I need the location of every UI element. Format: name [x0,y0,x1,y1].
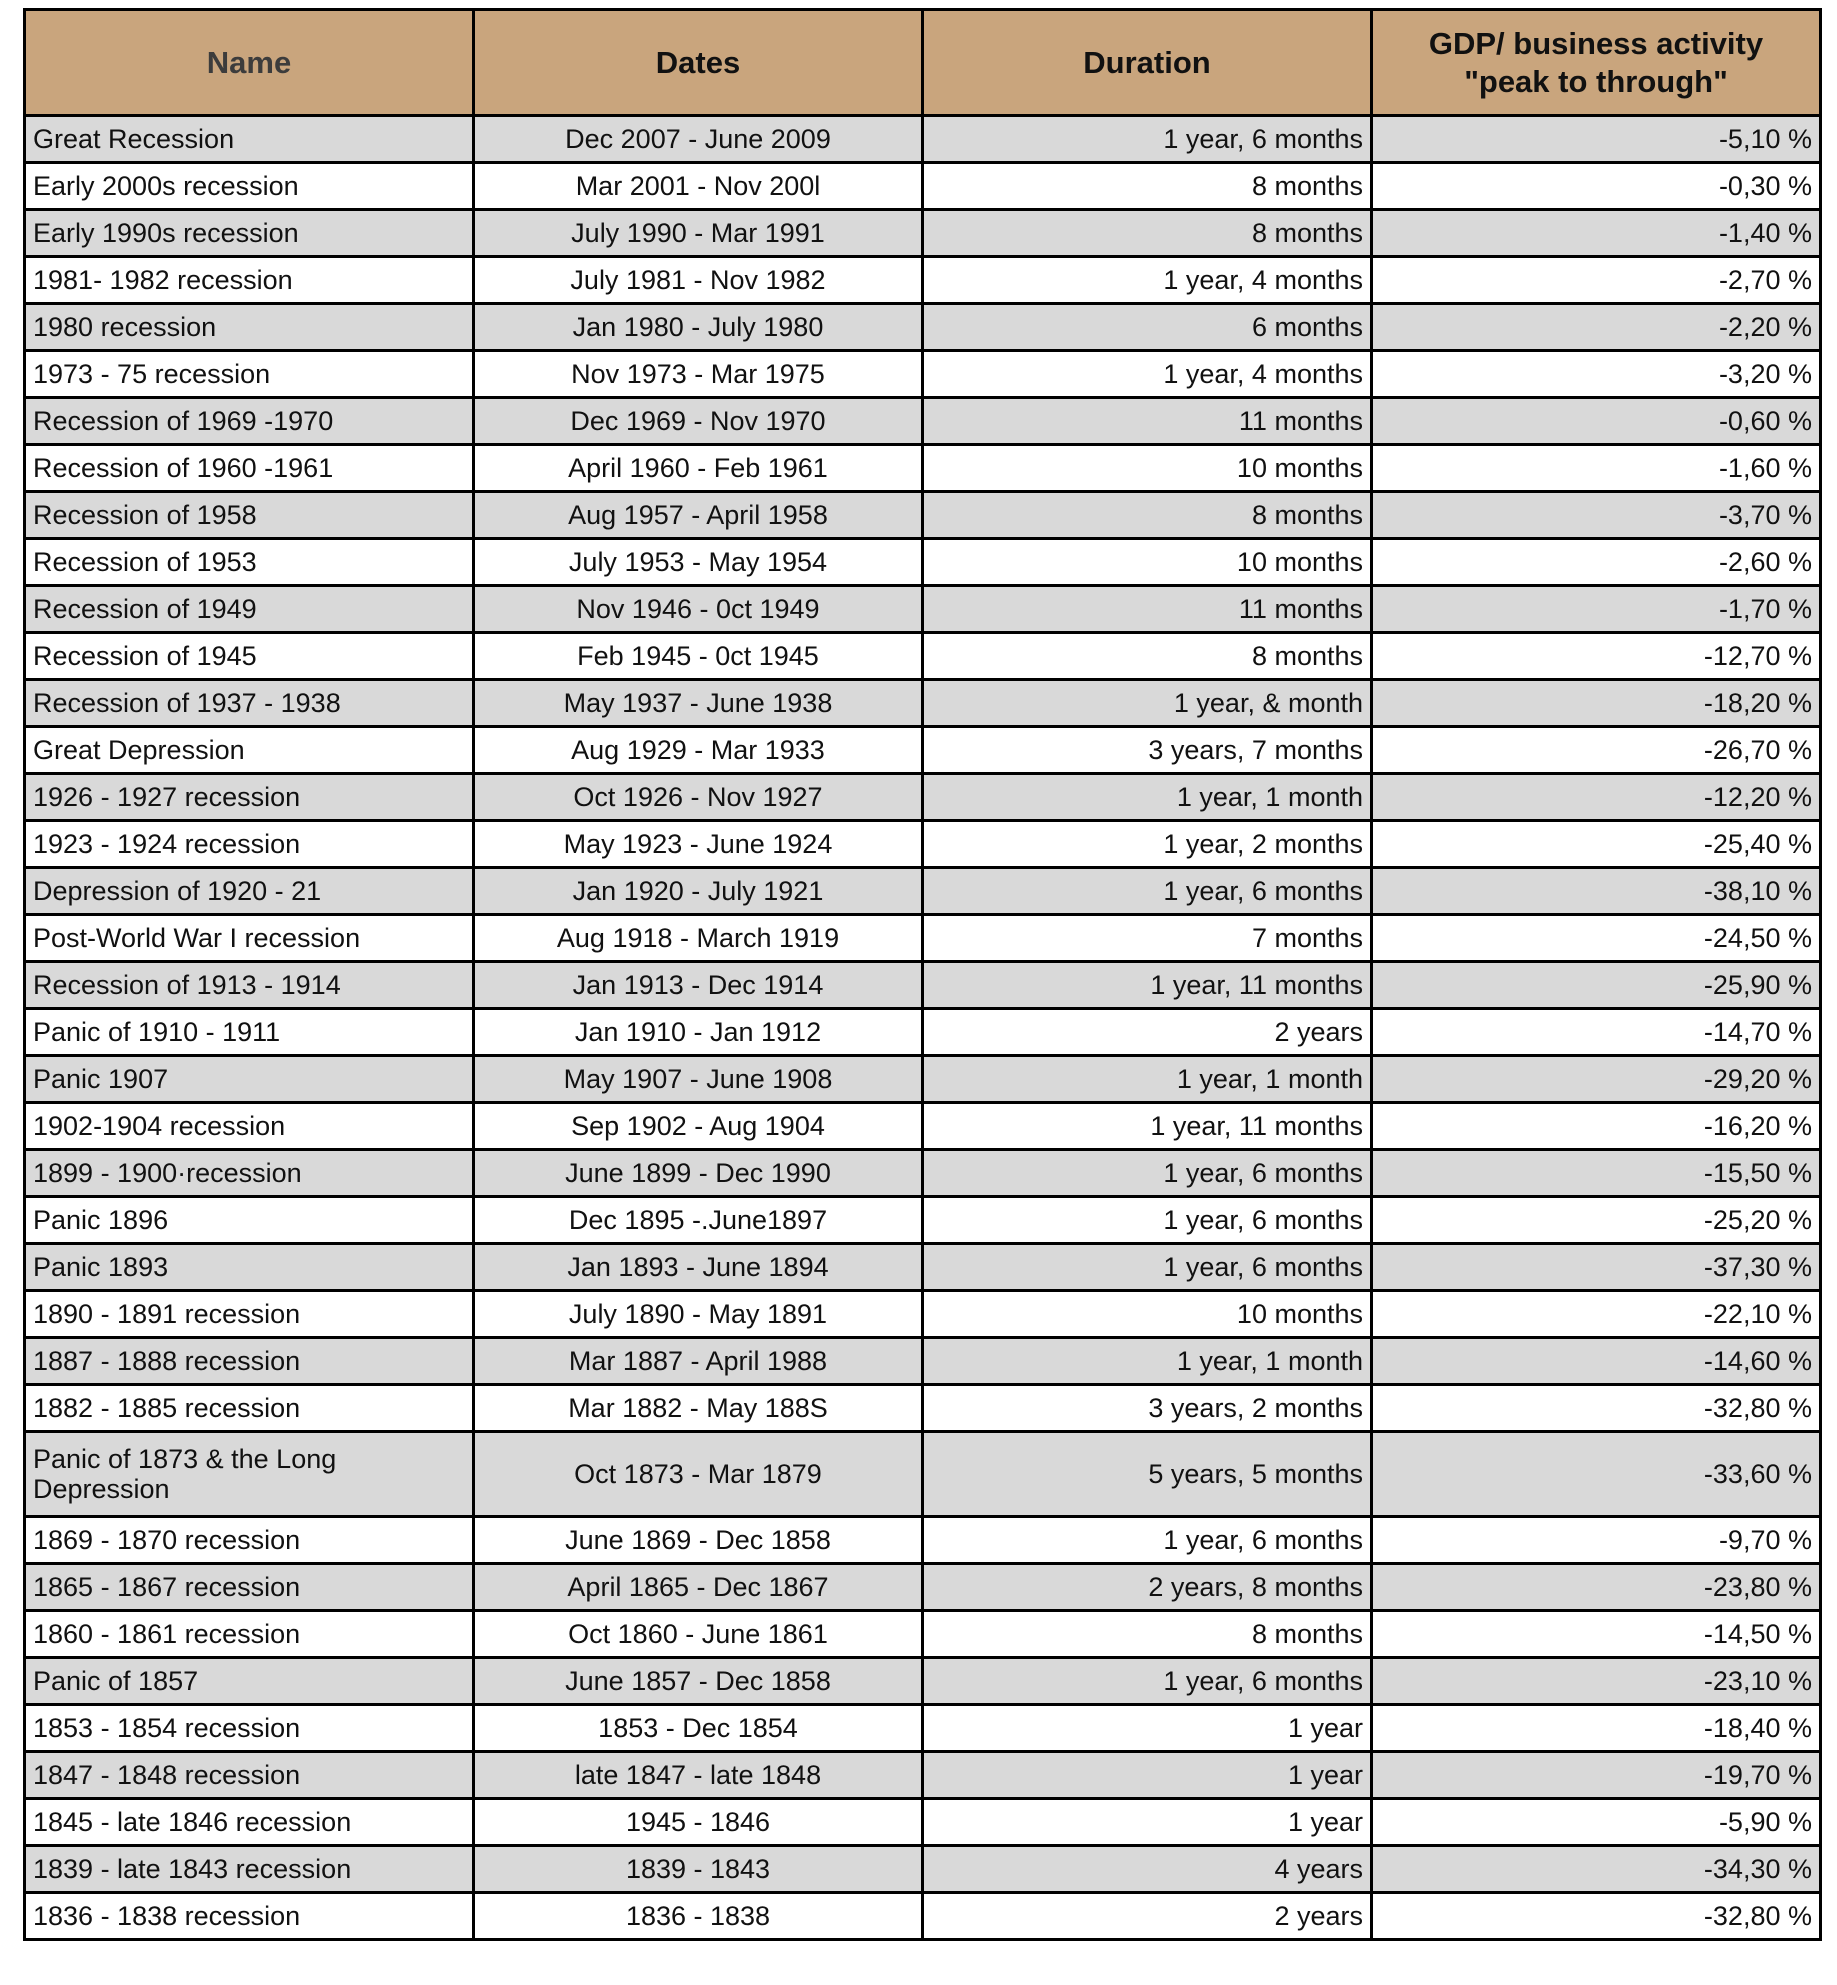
cell-name: Panic of 1857 [25,1658,474,1705]
cell-name: 1980 recession [25,304,474,351]
cell-gdp: -2,60 % [1372,539,1821,586]
cell-gdp: -0,60 % [1372,398,1821,445]
cell-duration: 3 years, 7 months [923,727,1372,774]
cell-gdp: -23,10 % [1372,1658,1821,1705]
table-row [25,727,1821,774]
table-row [25,1197,1821,1244]
cell-duration: 6 months [923,304,1372,351]
cell-name: Depression of 1920 - 21 [25,868,474,915]
cell-name: Recession of 1958 [25,492,474,539]
cell-name: 1847 - 1848 recession [25,1752,474,1799]
cell-name: 1926 - 1927 recession [25,774,474,821]
cell-dates: May 1907 - June 1908 [474,1056,923,1103]
cell-duration: 2 years [923,1893,1372,1940]
table-row [25,915,1821,962]
cell-gdp: -19,70 % [1372,1752,1821,1799]
cell-dates: July 1990 - Mar 1991 [474,210,923,257]
cell-duration: 10 months [923,1291,1372,1338]
recession-table [23,8,1822,1941]
cell-dates: late 1847 - late 1848 [474,1752,923,1799]
cell-name: Early 2000s recession [25,163,474,210]
table-row [25,586,1821,633]
cell-name: Panic 1907 [25,1056,474,1103]
table-row [25,1056,1821,1103]
cell-gdp: -1,60 % [1372,445,1821,492]
cell-gdp: -24,50 % [1372,915,1821,962]
table-row [25,1799,1821,1846]
cell-dates: July 1981 - Nov 1982 [474,257,923,304]
column-header-gdp-line1: GDP/ business activity [1428,25,1764,61]
cell-dates: 1836 - 1838 [474,1893,923,1940]
table-row [25,1009,1821,1056]
cell-duration: 2 years [923,1009,1372,1056]
table-row [25,351,1821,398]
cell-gdp: -33,60 % [1372,1432,1821,1517]
cell-name: Panic of 1910 - 1911 [25,1009,474,1056]
table-row [25,774,1821,821]
cell-gdp: -12,20 % [1372,774,1821,821]
cell-dates: Aug 1957 - April 1958 [474,492,923,539]
cell-dates: Jan 1893 - June 1894 [474,1244,923,1291]
table-row [25,1338,1821,1385]
cell-gdp: -25,40 % [1372,821,1821,868]
cell-duration: 1 year [923,1752,1372,1799]
table-body [25,116,1821,1940]
cell-dates: Jan 1913 - Dec 1914 [474,962,923,1009]
cell-name: 1860 - 1861 recession [25,1611,474,1658]
cell-name: Recession of 1960 -1961 [25,445,474,492]
table-row [25,1150,1821,1197]
cell-gdp: -37,30 % [1372,1244,1821,1291]
cell-gdp: -14,70 % [1372,1009,1821,1056]
cell-gdp: -14,50 % [1372,1611,1821,1658]
cell-name: 1890 - 1891 recession [25,1291,474,1338]
cell-name: Recession of 1913 - 1914 [25,962,474,1009]
cell-dates: July 1890 - May 1891 [474,1291,923,1338]
cell-duration: 1 year, 11 months [923,962,1372,1009]
table-row [25,116,1821,163]
cell-name: Post-World War I recession [25,915,474,962]
table-row [25,163,1821,210]
cell-dates: Nov 1946 - 0ct 1949 [474,586,923,633]
cell-name: 1836 - 1838 recession [25,1893,474,1940]
cell-name: 1899 - 1900·recession [25,1150,474,1197]
cell-dates: Aug 1929 - Mar 1933 [474,727,923,774]
cell-dates: Sep 1902 - Aug 1904 [474,1103,923,1150]
cell-name: Recession of 1949 [25,586,474,633]
table-row [25,1705,1821,1752]
cell-name: 1865 - 1867 recession [25,1564,474,1611]
cell-dates: Mar 1882 - May 188S [474,1385,923,1432]
cell-gdp: -1,40 % [1372,210,1821,257]
table-row [25,1658,1821,1705]
cell-name: 1902-1904 recession [25,1103,474,1150]
cell-gdp: -34,30 % [1372,1846,1821,1893]
table-row [25,1103,1821,1150]
table-row [25,492,1821,539]
cell-duration: 1 year, 1 month [923,1056,1372,1103]
cell-gdp: -25,90 % [1372,962,1821,1009]
cell-name: Recession of 1969 -1970 [25,398,474,445]
column-header-gdp [1372,10,1821,116]
cell-duration: 1 year, 1 month [923,1338,1372,1385]
cell-name: Panic of 1873 & the Long Depression [25,1432,474,1517]
cell-gdp: -12,70 % [1372,633,1821,680]
cell-duration: 1 year [923,1705,1372,1752]
cell-duration: 1 year, & month [923,680,1372,727]
cell-name: Panic 1896 [25,1197,474,1244]
cell-dates: June 1899 - Dec 1990 [474,1150,923,1197]
cell-dates: Feb 1945 - 0ct 1945 [474,633,923,680]
cell-duration: 10 months [923,445,1372,492]
cell-duration: 1 year, 6 months [923,1197,1372,1244]
cell-dates: May 1923 - June 1924 [474,821,923,868]
cell-dates: June 1857 - Dec 1858 [474,1658,923,1705]
cell-name: Panic 1893 [25,1244,474,1291]
cell-gdp: -9,70 % [1372,1517,1821,1564]
cell-duration: 10 months [923,539,1372,586]
cell-dates: 1853 - Dec 1854 [474,1705,923,1752]
cell-gdp: -32,80 % [1372,1385,1821,1432]
cell-gdp: -0,30 % [1372,163,1821,210]
table-row [25,633,1821,680]
cell-duration: 8 months [923,1611,1372,1658]
cell-duration: 1 year, 11 months [923,1103,1372,1150]
cell-gdp: -23,80 % [1372,1564,1821,1611]
table-row [25,1385,1821,1432]
table-row [25,1893,1821,1940]
cell-gdp: -25,20 % [1372,1197,1821,1244]
cell-duration: 8 months [923,163,1372,210]
table-row [25,210,1821,257]
cell-duration: 2 years, 8 months [923,1564,1372,1611]
cell-dates: Mar 2001 - Nov 200l [474,163,923,210]
cell-gdp: -38,10 % [1372,868,1821,915]
cell-duration: 1 year, 6 months [923,1150,1372,1197]
cell-name: 1923 - 1924 recession [25,821,474,868]
table-row [25,1517,1821,1564]
cell-dates: April 1960 - Feb 1961 [474,445,923,492]
cell-name: 1882 - 1885 recession [25,1385,474,1432]
cell-dates: Aug 1918 - March 1919 [474,915,923,962]
table-row [25,868,1821,915]
cell-gdp: -22,10 % [1372,1291,1821,1338]
cell-duration: 4 years [923,1846,1372,1893]
cell-duration: 1 year, 1 month [923,774,1372,821]
cell-gdp: -2,20 % [1372,304,1821,351]
cell-name: Great Depression [25,727,474,774]
cell-dates: Oct 1860 - June 1861 [474,1611,923,1658]
cell-dates: June 1869 - Dec 1858 [474,1517,923,1564]
cell-duration: 1 year [923,1799,1372,1846]
cell-dates: Oct 1873 - Mar 1879 [474,1432,923,1517]
cell-dates: Dec 2007 - June 2009 [474,116,923,163]
cell-duration: 11 months [923,398,1372,445]
cell-gdp: -16,20 % [1372,1103,1821,1150]
cell-gdp: -2,70 % [1372,257,1821,304]
table-row [25,1611,1821,1658]
table-row [25,1244,1821,1291]
column-header-duration: Duration [923,10,1372,116]
cell-gdp: -18,40 % [1372,1705,1821,1752]
cell-duration: 8 months [923,210,1372,257]
cell-name: Early 1990s recession [25,210,474,257]
cell-duration: 1 year, 6 months [923,116,1372,163]
column-header-name: Name [25,10,474,116]
cell-dates: Oct 1926 - Nov 1927 [474,774,923,821]
cell-dates: July 1953 - May 1954 [474,539,923,586]
cell-duration: 1 year, 6 months [923,1658,1372,1705]
table-row [25,445,1821,492]
cell-gdp: -3,20 % [1372,351,1821,398]
cell-name: 1839 - late 1843 recession [25,1846,474,1893]
table-row [25,304,1821,351]
cell-name: 1853 - 1854 recession [25,1705,474,1752]
cell-dates: Nov 1973 - Mar 1975 [474,351,923,398]
cell-gdp: -1,70 % [1372,586,1821,633]
cell-duration: 1 year, 6 months [923,1244,1372,1291]
cell-gdp: -5,10 % [1372,116,1821,163]
cell-name: Recession of 1937 - 1938 [25,680,474,727]
cell-name: Recession of 1953 [25,539,474,586]
cell-gdp: -29,20 % [1372,1056,1821,1103]
table-row [25,398,1821,445]
cell-dates: May 1937 - June 1938 [474,680,923,727]
cell-duration: 1 year, 2 months [923,821,1372,868]
cell-duration: 11 months [923,586,1372,633]
cell-name: 1845 - late 1846 recession [25,1799,474,1846]
table-row [25,1564,1821,1611]
cell-gdp: -26,70 % [1372,727,1821,774]
table-row [25,1291,1821,1338]
cell-duration: 1 year, 4 months [923,257,1372,304]
cell-name: Great Recession [25,116,474,163]
cell-duration: 8 months [923,492,1372,539]
column-header-dates: Dates [474,10,923,116]
cell-dates: Jan 1920 - July 1921 [474,868,923,915]
cell-name: 1973 - 75 recession [25,351,474,398]
cell-duration: 3 years, 2 months [923,1385,1372,1432]
table-row [25,821,1821,868]
cell-duration: 1 year, 6 months [923,1517,1372,1564]
table-row [25,257,1821,304]
table-row [25,1752,1821,1799]
cell-dates: April 1865 - Dec 1867 [474,1564,923,1611]
table-row [25,1432,1821,1517]
cell-duration: 5 years, 5 months [923,1432,1372,1517]
table-header-row [25,10,1821,116]
cell-gdp: -3,70 % [1372,492,1821,539]
cell-gdp: -32,80 % [1372,1893,1821,1940]
cell-gdp: -5,90 % [1372,1799,1821,1846]
cell-dates: Mar 1887 - April 1988 [474,1338,923,1385]
cell-duration: 8 months [923,633,1372,680]
cell-gdp: -14,60 % [1372,1338,1821,1385]
cell-dates: Jan 1980 - July 1980 [474,304,923,351]
cell-dates: Jan 1910 - Jan 1912 [474,1009,923,1056]
column-header-gdp-line2: "peak to through" [1464,63,1728,99]
table-row [25,1846,1821,1893]
cell-name: Recession of 1945 [25,633,474,680]
cell-duration: 7 months [923,915,1372,962]
cell-name: 1887 - 1888 recession [25,1338,474,1385]
cell-dates: Dec 1969 - Nov 1970 [474,398,923,445]
cell-gdp: -15,50 % [1372,1150,1821,1197]
cell-dates: 1945 - 1846 [474,1799,923,1846]
cell-duration: 1 year, 4 months [923,351,1372,398]
cell-duration: 1 year, 6 months [923,868,1372,915]
table-row [25,539,1821,586]
table-row [25,680,1821,727]
cell-name: 1981- 1982 recession [25,257,474,304]
recession-table-container [23,8,1819,1941]
cell-name: 1869 - 1870 recession [25,1517,474,1564]
cell-dates: 1839 - 1843 [474,1846,923,1893]
cell-dates: Dec 1895 -.June1897 [474,1197,923,1244]
table-row [25,962,1821,1009]
cell-gdp: -18,20 % [1372,680,1821,727]
